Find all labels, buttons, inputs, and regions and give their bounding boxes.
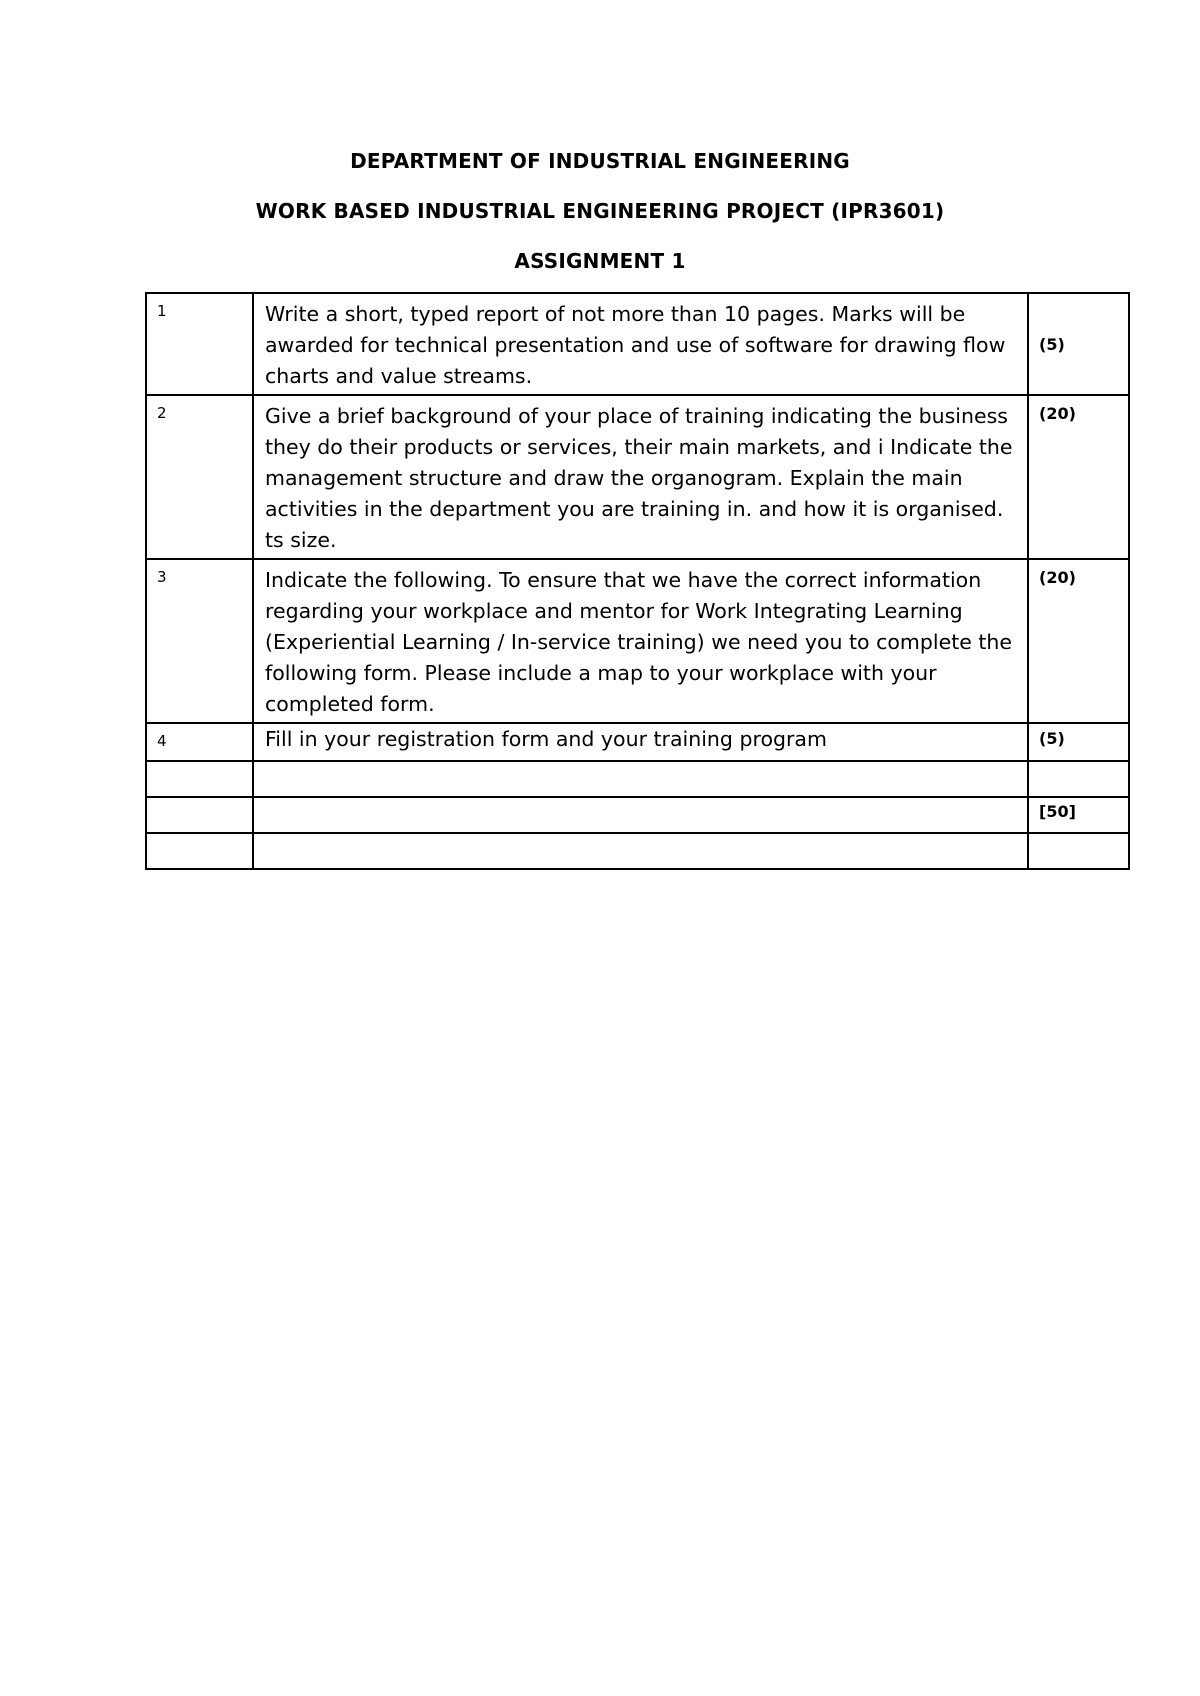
question-description: Indicate the following. To ensure that we have the correct information regarding your workplace and mentor for Work Integrating Learning (Experiential Learning / In-service training) we need you to complete the following form. Please include a map to your workplace with your completed form. [253,559,1028,723]
question-marks: (20) [1028,559,1129,723]
total-marks: [50] [1028,797,1129,833]
question-number: 3 [146,559,253,723]
question-description: Fill in your registration form and your training program [253,723,1028,761]
question-marks: (20) [1028,395,1129,559]
assignment-table [145,292,1130,870]
table-row [146,395,1129,559]
course-heading: WORK BASED INDUSTRIAL ENGINEERING PROJECT (IPR3601) [255,199,945,223]
question-number [146,833,253,869]
table-row [146,833,1129,869]
table-row [146,797,1129,833]
question-number: 1 [146,293,253,395]
question-description: Give a brief background of your place of training indicating the business they do their products or services, their main markets, and i Indicate the management structure and draw the organogram. Explain the main activities in the department you are training in. and how it is organised. ts size. [253,395,1028,559]
question-marks: (5) [1028,293,1129,395]
question-number [146,797,253,833]
assignment-heading: ASSIGNMENT 1 [514,249,686,273]
question-description [253,797,1028,833]
question-number: 2 [146,395,253,559]
question-marks [1028,761,1129,797]
table-row [146,293,1129,395]
question-description [253,761,1028,797]
question-description: Write a short, typed report of not more than 10 pages. Marks will be awarded for technical presentation and use of software for drawing flow charts and value streams. [253,293,1028,395]
table-row [146,761,1129,797]
question-number [146,761,253,797]
question-marks [1028,833,1129,869]
question-description [253,833,1028,869]
table-row [146,559,1129,723]
department-heading: DEPARTMENT OF INDUSTRIAL ENGINEERING [350,149,850,173]
question-marks: (5) [1028,723,1129,761]
table-row [146,723,1129,761]
question-number: 4 [146,723,253,761]
